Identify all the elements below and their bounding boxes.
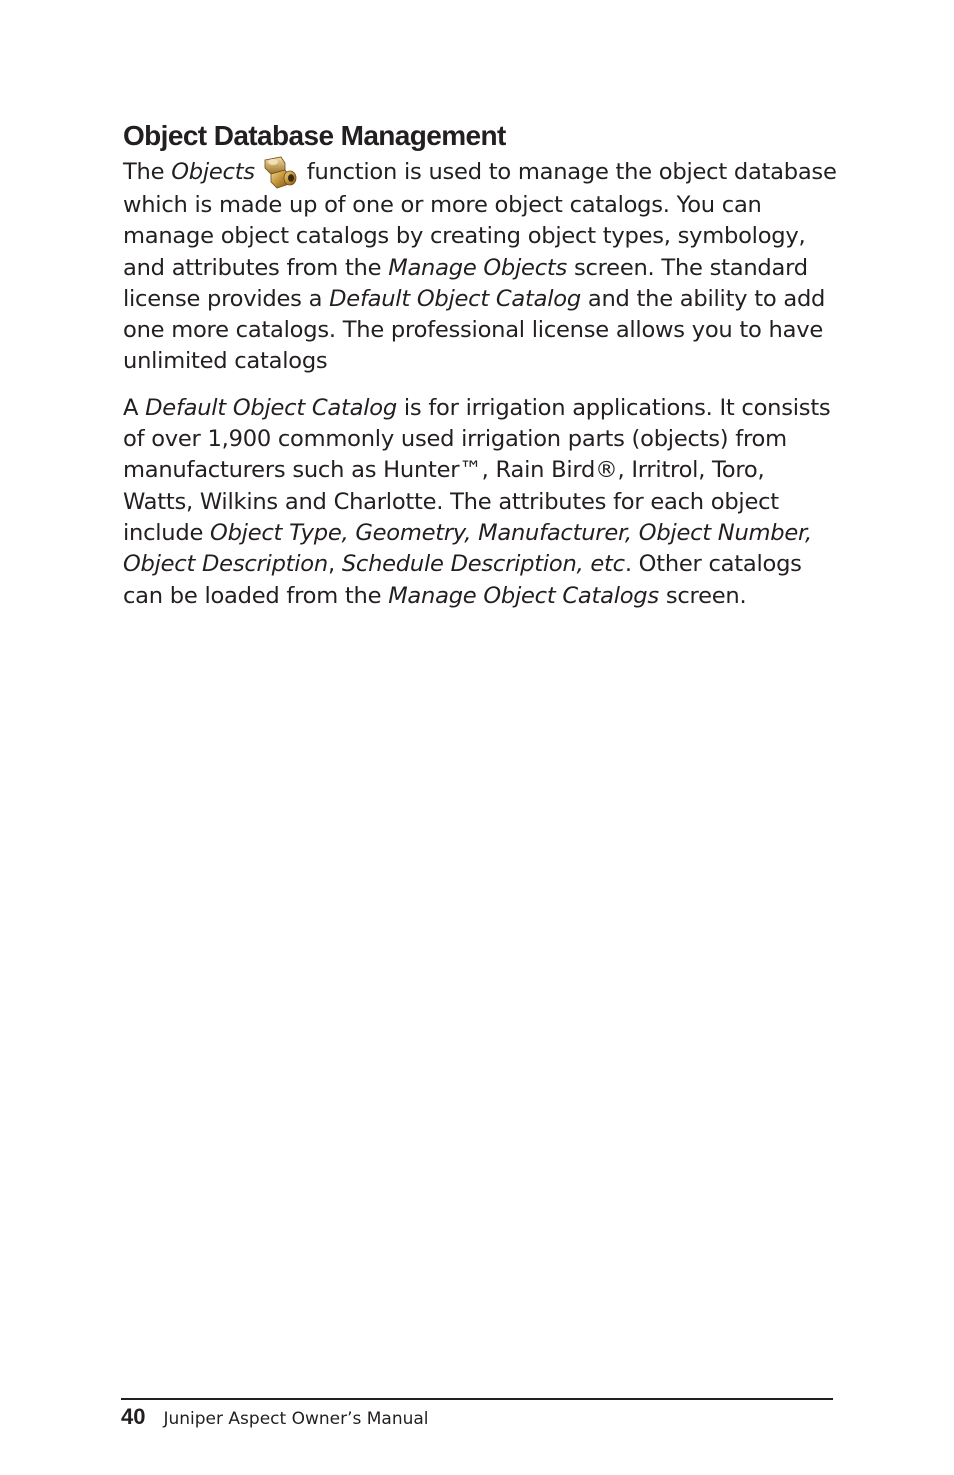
objects-icon (259, 154, 299, 190)
text-run: A (123, 394, 146, 421)
default-catalog-paragraph (123, 393, 838, 612)
text-run: function is used to manage the object database which is made up of one or more object catalogs. You can manage object catalogs by creating object types, symbology, and attributes from the (123, 159, 837, 281)
default-object-catalog-term: Default Object Catalog (145, 394, 397, 421)
manage-objects-term: Manage Objects (388, 254, 568, 281)
text-run: screen. The standard license provides a (123, 254, 808, 312)
attributes-term: Object Type, Geometry, Manufacturer, Object Number, Object Description (123, 519, 812, 578)
objects-description-paragraph (123, 154, 838, 378)
text-run: and the ability to add one more catalogs. The professional license allows you to have unlimited catalogs (123, 285, 826, 375)
page-content (123, 118, 838, 612)
section-title: Object Database Management (123, 120, 506, 151)
text-run: is for irrigation applications. It consists of over 1,900 commonly used irrigation parts (objects) from manufacturers such as Hunter™, Rain Bird®, Irritrol, Toro, Watts, Wilkins and Charlotte. The attributes for each object include (123, 394, 831, 546)
page-footer (121, 1404, 833, 1434)
text-run: screen. (658, 582, 747, 609)
schedule-description-term: Schedule Description, etc (341, 551, 625, 578)
default-object-catalog-term: Default Object Catalog (329, 285, 581, 312)
footer-rule (121, 1398, 833, 1400)
page-number: 40 (121, 1404, 146, 1429)
text-run: The (123, 159, 172, 185)
manual-title: Juniper Aspect Owner’s Manual (163, 1409, 429, 1429)
text-run: . Other catalogs can be loaded from the (123, 551, 802, 609)
objects-term: Objects (171, 159, 255, 185)
manage-object-catalogs-term: Manage Object Catalogs (388, 582, 659, 609)
text-run: , (327, 551, 342, 578)
